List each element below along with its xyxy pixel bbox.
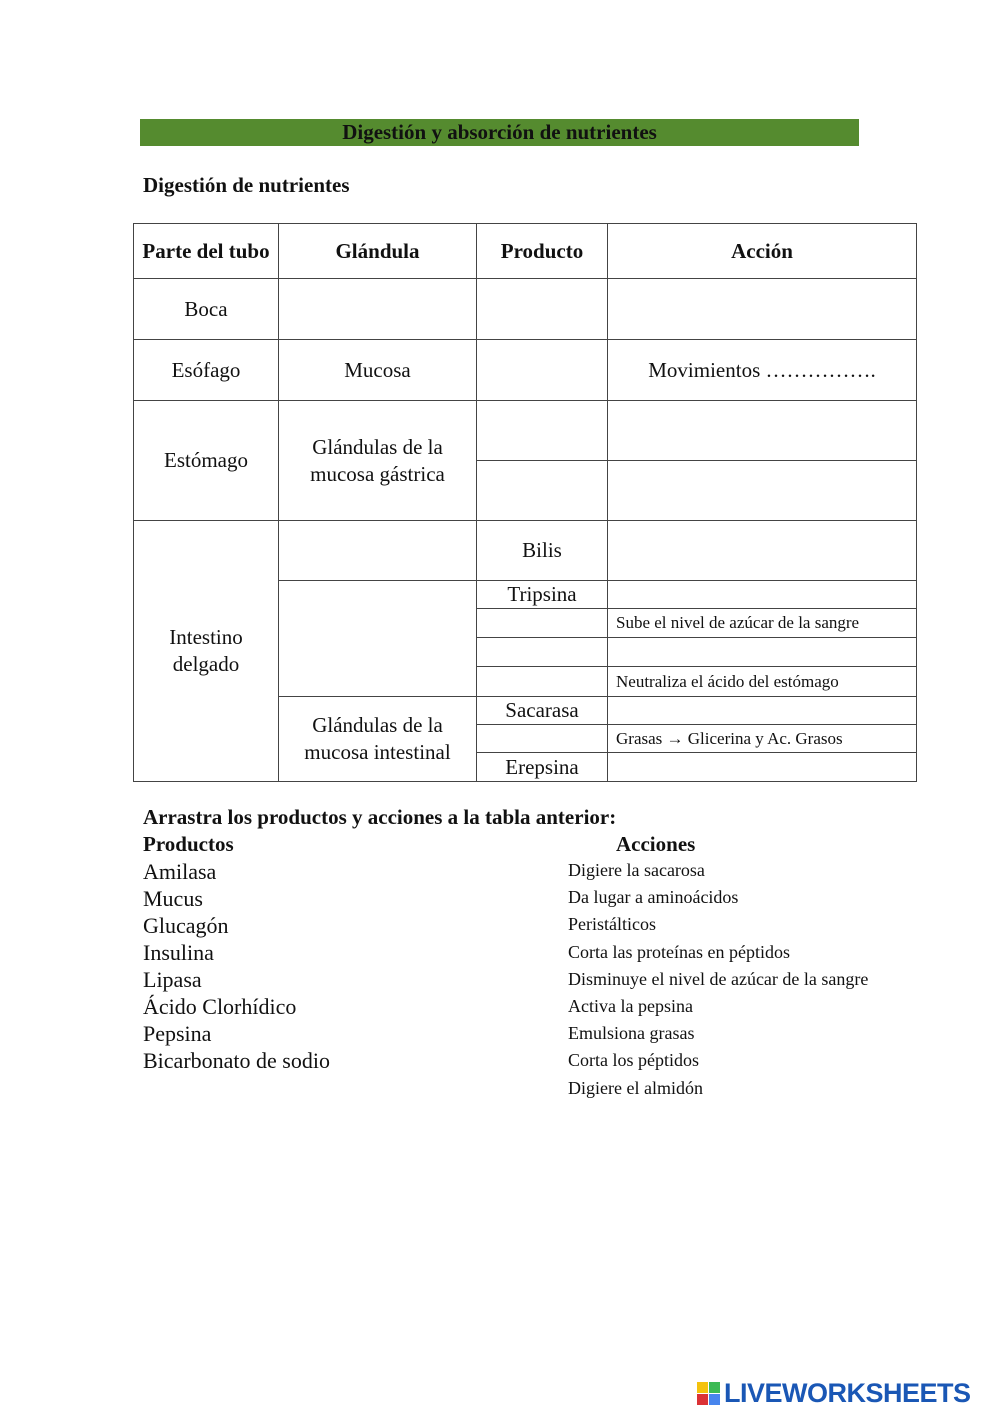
logo-text: LIVEWORKSHEETS <box>724 1378 971 1408</box>
cell-sacarasa: Sacarasa <box>477 697 608 725</box>
acciones-header: Acciones <box>616 832 696 856</box>
draggable-product[interactable]: Pepsina <box>143 1021 212 1046</box>
drag-instructions: Arrastra los productos y acciones a la tabla anterior: <box>143 805 617 829</box>
liveworksheets-logo <box>697 1378 971 1409</box>
drop-zone-product-glucagon[interactable] <box>477 609 608 638</box>
draggable-product[interactable]: Insulina <box>143 940 214 965</box>
cell-esofago-part: Esófago <box>134 340 279 401</box>
cell-tripsina: Tripsina <box>477 581 608 609</box>
draggable-action[interactable]: Disminuye el nivel de azúcar de la sangre <box>568 968 869 989</box>
draggable-action[interactable]: Digiere la sacarosa <box>568 860 705 880</box>
draggable-action[interactable]: Corta las proteínas en péptidos <box>568 941 790 962</box>
cell-erepsina: Erepsina <box>477 753 608 782</box>
draggable-product[interactable]: Bicarbonato de sodio <box>143 1048 330 1073</box>
draggable-action[interactable]: Da lugar a aminoácidos <box>568 887 739 908</box>
cell-esofago-gland: Mucosa <box>279 340 477 401</box>
drop-zone-boca-product[interactable] <box>477 279 608 340</box>
cell-boca-part: Boca <box>134 279 279 340</box>
logo-blocks-icon <box>697 1382 720 1405</box>
draggable-action[interactable]: Digiere el almidón <box>568 1077 703 1098</box>
cell-grasas: Grasas → Glicerina y Ac. Grasos <box>608 725 917 753</box>
cell-esofago-action: Movimientos ……………. <box>608 340 917 401</box>
drop-zone-bilis-action[interactable] <box>608 521 917 581</box>
header-action: Acción <box>608 224 917 279</box>
cell-gland-intestinal: Glándulas de la mucosa intestinal <box>279 697 477 782</box>
cell-bilis: Bilis <box>477 521 608 581</box>
drop-zone-esofago-product[interactable] <box>477 340 608 401</box>
draggable-action[interactable]: Corta los péptidos <box>568 1050 699 1071</box>
drop-zone-pancreas-gland[interactable] <box>279 581 477 697</box>
cell-sube-azucar: Sube el nivel de azúcar de la sangre <box>608 609 917 638</box>
header-gland: Glándula <box>279 224 477 279</box>
title-banner <box>140 119 859 146</box>
drop-zone-estomago-product-2[interactable] <box>477 461 608 521</box>
cell-estomago-gland: Glándulas de la mucosa gástrica <box>279 401 477 521</box>
drop-zone-estomago-action-2[interactable] <box>608 461 917 521</box>
cell-estomago-part: Estómago <box>134 401 279 521</box>
banner-title: Digestión y absorción de nutrientes <box>342 120 657 144</box>
drop-zone-boca-action[interactable] <box>608 279 917 340</box>
draggable-product[interactable]: Lipasa <box>143 967 202 992</box>
drop-zone-action-extra[interactable] <box>608 638 917 667</box>
cell-neutraliza: Neutraliza el ácido del estómago <box>608 667 917 697</box>
header-part: Parte del tubo <box>134 224 279 279</box>
drop-zone-product-extra[interactable] <box>477 638 608 667</box>
drop-zone-product-bicarbonato[interactable] <box>477 667 608 697</box>
drop-zone-sacarasa-action[interactable] <box>608 697 917 725</box>
cell-intestino-part: Intestino delgado <box>134 521 279 782</box>
draggable-product[interactable]: Ácido Clorhídico <box>143 994 297 1019</box>
drop-zone-tripsina-action[interactable] <box>608 581 917 609</box>
draggable-product[interactable]: Amilasa <box>143 859 217 884</box>
draggable-action[interactable]: Emulsiona grasas <box>568 1023 695 1044</box>
header-product: Producto <box>477 224 608 279</box>
drop-zone-erepsina-action[interactable] <box>608 753 917 782</box>
drop-zone-estomago-action-1[interactable] <box>608 401 917 461</box>
draggable-action[interactable]: Activa la pepsina <box>568 996 693 1017</box>
draggable-product[interactable]: Glucagón <box>143 913 229 938</box>
productos-list <box>143 858 330 1074</box>
draggable-action[interactable]: Peristálticos <box>568 914 656 935</box>
drop-zone-product-lipasa[interactable] <box>477 725 608 753</box>
drop-zone-bilis-gland[interactable] <box>279 521 477 581</box>
productos-header: Productos <box>143 832 234 856</box>
acciones-list <box>568 857 868 1102</box>
drop-zone-boca-gland[interactable] <box>279 279 477 340</box>
draggable-product[interactable]: Mucus <box>143 886 203 911</box>
drop-zone-estomago-product-1[interactable] <box>477 401 608 461</box>
digestion-table <box>133 223 917 782</box>
section-title: Digestión de nutrientes <box>143 173 350 197</box>
